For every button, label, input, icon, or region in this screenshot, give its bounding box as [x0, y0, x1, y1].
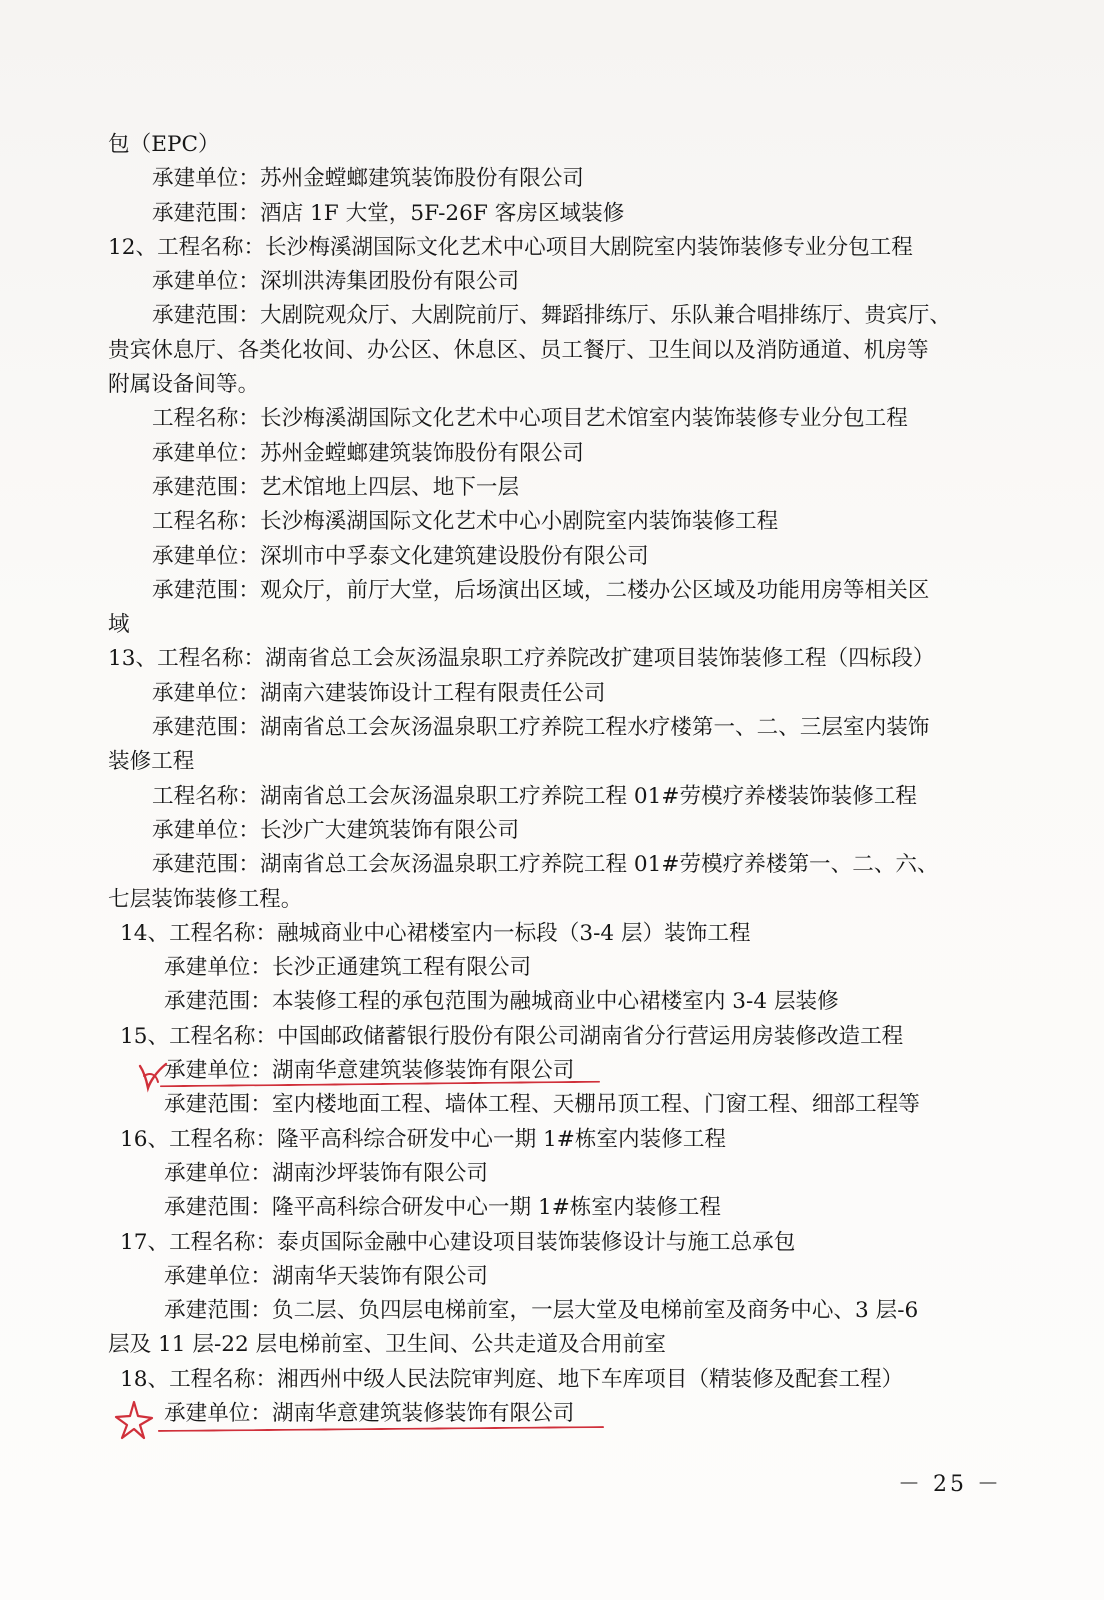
text-line: 16、工程名称：隆平高科综合研发中心一期 1#栋室内装修工程 — [120, 1126, 727, 1152]
text-line: 14、工程名称：融城商业中心裙楼室内一标段（3-4 层）装饰工程 — [120, 920, 751, 946]
red-check-mark-icon — [132, 1058, 172, 1098]
text-line: 工程名称：长沙梅溪湖国际文化艺术中心小剧院室内装饰装修工程 — [152, 509, 779, 535]
document-body — [108, 128, 988, 1431]
text-line: 13、工程名称：湖南省总工会灰汤温泉职工疗养院改扩建项目装饰装修工程（四标段） — [108, 646, 935, 672]
text-line: 17、工程名称：泰贞国际金融中心建设项目装饰装修设计与施工总承包 — [120, 1229, 796, 1255]
text-line: 工程名称：湖南省总工会灰汤温泉职工疗养院工程 01#劳模疗养楼装饰装修工程 — [152, 783, 918, 809]
text-line: 承建单位：苏州金螳螂建筑装饰股份有限公司 — [152, 166, 584, 192]
text-line: 工程名称：长沙梅溪湖国际文化艺术中心项目艺术馆室内装饰装修专业分包工程 — [152, 406, 908, 432]
text-line: 承建单位：湖南沙坪装饰有限公司 — [164, 1160, 488, 1186]
text-line: 12、工程名称：长沙梅溪湖国际文化艺术中心项目大剧院室内装饰装修专业分包工程 — [108, 234, 913, 260]
text-line: 层及 11 层-22 层电梯前室、卫生间、公共走道及合用前室 — [108, 1332, 666, 1358]
text-line: 承建范围：隆平高科综合研发中心一期 1#栋室内装修工程 — [164, 1195, 721, 1221]
text-line: 七层装饰装修工程。 — [108, 886, 303, 912]
text-line: 承建单位：苏州金螳螂建筑装饰股份有限公司 — [152, 440, 584, 466]
text-line: 承建范围：湖南省总工会灰汤温泉职工疗养院工程水疗楼第一、二、三层室内装饰 — [152, 715, 930, 741]
text-line: 承建单位：深圳市中孚泰文化建筑建设股份有限公司 — [152, 543, 649, 569]
text-line: 贵宾休息厅、各类化妆间、办公区、休息区、员工餐厅、卫生间以及消防通道、机房等 — [108, 337, 929, 363]
text-line: 承建单位：长沙正通建筑工程有限公司 — [164, 955, 532, 981]
text-line: 承建单位：湖南华意建筑装修装饰有限公司 — [164, 1400, 575, 1426]
text-line: 承建范围：负二层、负四层电梯前室，一层大堂及电梯前室及商务中心、3 层-6 — [164, 1298, 919, 1324]
text-line: 装修工程 — [108, 749, 195, 775]
text-line: 承建单位：深圳洪涛集团股份有限公司 — [152, 269, 520, 295]
text-line: 承建范围：酒店 1F 大堂，5F-26F 客房区域装修 — [152, 200, 625, 226]
text-line: 承建范围：湖南省总工会灰汤温泉职工疗养院工程 01#劳模疗养楼第一、二、六、 — [152, 852, 939, 878]
text-line: 域 — [108, 612, 130, 638]
text-line: 承建范围：观众厅，前厅大堂，后场演出区域，二楼办公区域及功能用房等相关区 — [152, 577, 930, 603]
text-line: 承建范围：本装修工程的承包范围为融城商业中心裙楼室内 3-4 层装修 — [164, 989, 839, 1015]
page-number: － 25 － — [898, 1472, 1002, 1497]
text-line: 承建单位：长沙广大建筑装饰有限公司 — [152, 817, 520, 843]
text-line: 18、工程名称：湘西州中级人民法院审判庭、地下车库项目（精装修及配套工程） — [120, 1366, 904, 1392]
text-line: 承建单位：湖南六建装饰设计工程有限责任公司 — [152, 680, 606, 706]
red-star-mark-icon — [112, 1398, 156, 1442]
text-line: 15、工程名称：中国邮政储蓄银行股份有限公司湖南省分行营运用房装修改造工程 — [120, 1023, 904, 1049]
text-line: 承建范围：大剧院观众厅、大剧院前厅、舞蹈排练厅、乐队兼合唱排练厅、贵宾厅、 — [152, 303, 951, 329]
text-line: 承建单位：湖南华天装饰有限公司 — [164, 1263, 488, 1289]
text-line: 附属设备间等。 — [108, 372, 260, 398]
text-line: 承建范围：室内楼地面工程、墙体工程、天棚吊顶工程、门窗工程、细部工程等 — [164, 1092, 920, 1118]
text-line: 承建单位：湖南华意建筑装修装饰有限公司 — [164, 1058, 575, 1084]
text-line: 承建范围：艺术馆地上四层、地下一层 — [152, 474, 520, 500]
text-line: 包（EPC） — [108, 132, 220, 157]
